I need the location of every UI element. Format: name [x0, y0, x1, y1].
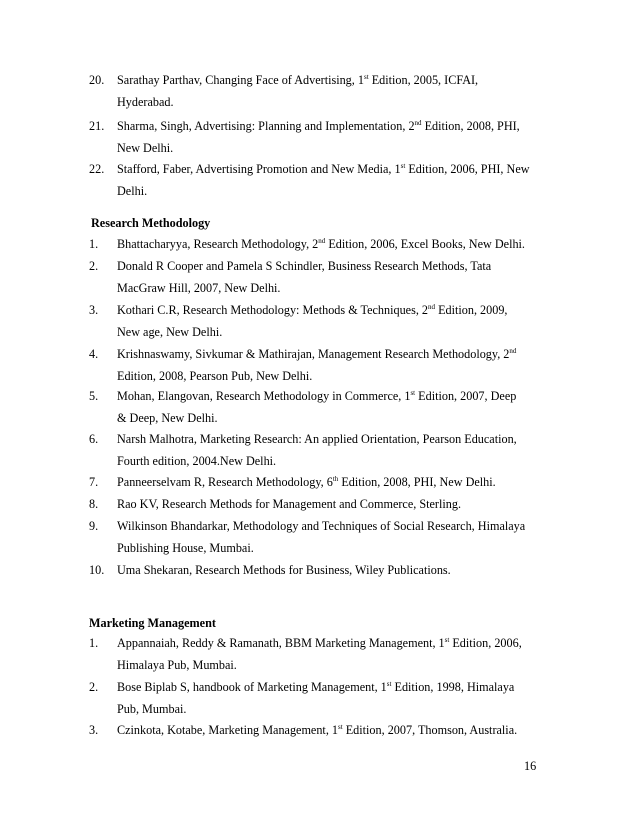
- reference-number: 1.: [89, 636, 99, 650]
- reference-text: Krishnaswamy, Sivkumar & Mathirajan, Management Research Methodology, 2nd: [117, 347, 517, 361]
- reference-text-continued: Publishing House, Mumbai.: [117, 541, 254, 555]
- reference-text: Panneerselvam R, Research Methodology, 6th Edition, 2008, PHI, New Delhi.: [117, 475, 496, 489]
- reference-text-continued: New Delhi.: [117, 141, 174, 155]
- reference-number: 22.: [89, 162, 105, 176]
- reference-text: Appannaiah, Reddy & Ramanath, BBM Marketing Management, 1st Edition, 2006,: [117, 636, 522, 650]
- reference-text-continued: Hyderabad.: [117, 95, 174, 109]
- section-heading-marketing: Marketing Management: [89, 616, 216, 630]
- reference-number: 7.: [89, 475, 99, 489]
- reference-text-continued: & Deep, New Delhi.: [117, 411, 218, 425]
- reference-text-continued: New age, New Delhi.: [117, 325, 223, 339]
- reference-text: Donald R Cooper and Pamela S Schindler, Business Research Methods, Tata: [117, 259, 492, 273]
- reference-text-continued: Fourth edition, 2004.New Delhi.: [117, 454, 277, 468]
- reference-text: Rao KV, Research Methods for Management and Commerce, Sterling.: [117, 497, 461, 511]
- reference-text: Wilkinson Bhandarkar, Methodology and Techniques of Social Research, Himalaya: [117, 519, 526, 533]
- reference-text: Sharma, Singh, Advertising: Planning and Implementation, 2nd Edition, 2008, PHI,: [117, 119, 520, 133]
- reference-number: 21.: [89, 119, 105, 133]
- page-number: 16: [524, 759, 537, 773]
- reference-text: Narsh Malhotra, Marketing Research: An applied Orientation, Pearson Education,: [117, 432, 517, 446]
- reference-text: Kothari C.R, Research Methodology: Methods & Techniques, 2nd Edition, 2009,: [117, 303, 508, 317]
- reference-text: Bose Biplab S, handbook of Marketing Management, 1st Edition, 1998, Himalaya: [117, 680, 515, 694]
- reference-text-continued: Himalaya Pub, Mumbai.: [117, 658, 237, 672]
- reference-text-continued: MacGraw Hill, 2007, New Delhi.: [117, 281, 281, 295]
- reference-text: Uma Shekaran, Research Methods for Business, Wiley Publications.: [117, 563, 451, 577]
- reference-number: 3.: [89, 303, 99, 317]
- reference-number: 4.: [89, 347, 99, 361]
- reference-number: 9.: [89, 519, 99, 533]
- reference-number: 8.: [89, 497, 99, 511]
- reference-text-continued: Edition, 2008, Pearson Pub, New Delhi.: [117, 369, 313, 383]
- section-heading-research: Research Methodology: [91, 216, 211, 230]
- reference-number: 10.: [89, 563, 105, 577]
- reference-number: 1.: [89, 237, 99, 251]
- reference-number: 2.: [89, 259, 99, 273]
- reference-text-continued: Delhi.: [117, 184, 148, 198]
- reference-text: Bhattacharyya, Research Methodology, 2nd Edition, 2006, Excel Books, New Delhi.: [117, 237, 525, 251]
- reference-number: 6.: [89, 432, 99, 446]
- reference-text: Stafford, Faber, Advertising Promotion and New Media, 1st Edition, 2006, PHI, New: [117, 162, 530, 176]
- reference-text: Mohan, Elangovan, Research Methodology in Commerce, 1st Edition, 2007, Deep: [117, 389, 517, 403]
- reference-text-continued: Pub, Mumbai.: [117, 702, 187, 716]
- reference-number: 2.: [89, 680, 99, 694]
- reference-number: 5.: [89, 389, 99, 403]
- reference-number: 3.: [89, 723, 99, 737]
- reference-text: Czinkota, Kotabe, Marketing Management, 1st Edition, 2007, Thomson, Australia.: [117, 723, 518, 737]
- reference-number: 20.: [89, 73, 105, 87]
- reference-text: Sarathay Parthav, Changing Face of Advertising, 1st Edition, 2005, ICFAI,: [117, 73, 479, 87]
